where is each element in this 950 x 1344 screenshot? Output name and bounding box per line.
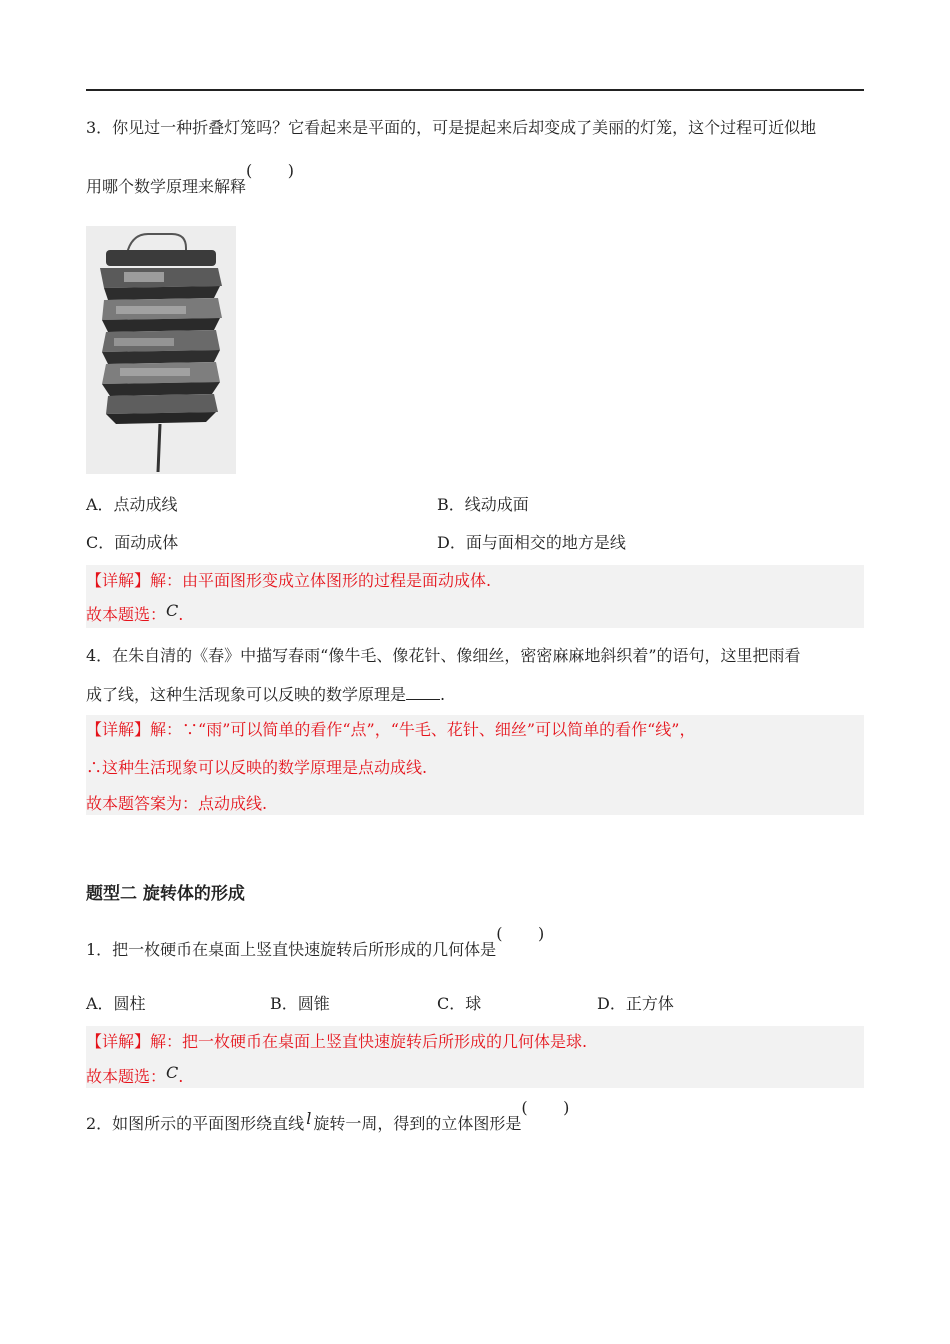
answer-parens: [246, 161, 295, 192]
q3-option-b: B．线动成面: [437, 495, 529, 514]
s2q1-option-c: C．球: [437, 994, 482, 1013]
s2q1-detail: [86, 1031, 587, 1053]
q3-detail: [86, 570, 491, 592]
paren-open: (: [246, 161, 253, 180]
q4-text: 成了线，这种生活现象可以反映的数学原理是: [86, 685, 407, 704]
answer-suffix: .: [178, 605, 184, 624]
detail-tag: 【详解】: [86, 1032, 151, 1051]
q3-solution-box: [86, 565, 864, 628]
answer-suffix: .: [178, 1067, 184, 1086]
detail-tag: 【详解】: [86, 720, 151, 739]
q4-text-end: .: [440, 685, 446, 704]
detail-text: 解：把一枚硬币在桌面上竖直快速旋转后所形成的几何体是球.: [150, 1032, 588, 1051]
q3-answer: [86, 601, 184, 626]
answer-letter: C: [166, 1063, 179, 1082]
q3-option-d: D．面与面相交的地方是线: [437, 533, 626, 552]
q4-text-line2: [86, 683, 445, 706]
answer-parens: [496, 924, 545, 955]
q3-text-line1: 3．你见过一种折叠灯笼吗？它看起来是平面的，可是提起来后却变成了美丽的灯笼，这个过程可近似地: [86, 118, 817, 137]
lantern-illustration: [86, 226, 236, 474]
paren-close: ): [563, 1098, 570, 1117]
s2q2-text-line: [86, 1098, 570, 1135]
s2q1-text-line: [86, 924, 545, 961]
s2q2-text: 2．如图所示的平面图形绕直线: [86, 1114, 305, 1133]
q3-text-line2: [86, 161, 295, 198]
answer-letter: C: [166, 601, 179, 620]
paren-close: ): [537, 924, 545, 943]
s2q2-text-end: 旋转一周，得到的立体图形是: [313, 1114, 522, 1133]
s2q1-answer: [86, 1063, 184, 1088]
q4-detail: [86, 719, 695, 741]
detail-text: 解：由平面图形变成立体图形的过程是面动成体.: [150, 571, 492, 590]
detail-tag: 【详解】: [86, 571, 151, 590]
q4-answer: 故本题答案为：点动成线.: [86, 794, 268, 813]
paren-open: (: [496, 924, 503, 943]
q3-option-a: A．点动成线: [86, 495, 178, 514]
s2q1-solution-box: [86, 1026, 864, 1088]
q4-solution-box: [86, 715, 864, 815]
paren-close: ): [287, 161, 295, 180]
answer-parens: [521, 1098, 570, 1129]
q4-detail-line2: ∴这种生活现象可以反映的数学原理是点动成线.: [86, 758, 428, 777]
folding-lantern-image: [86, 226, 236, 474]
answer-prefix: 故本题选：: [86, 605, 167, 624]
section-title: 题型二 旋转体的形成: [86, 884, 245, 904]
s2q1-option-a: A．圆柱: [86, 994, 146, 1013]
s2q1-option-d: D．正方体: [597, 994, 674, 1013]
header-rule: [86, 89, 864, 91]
answer-prefix: 故本题选：: [86, 1067, 167, 1086]
variable-l: l: [306, 1109, 312, 1128]
paren-open: (: [521, 1098, 528, 1117]
q4-text-line1: 4．在朱自清的《春》中描写春雨“像牛毛、像花针、像细丝，密密麻麻地斜织着”的语句，这里把雨看: [86, 646, 801, 665]
s2q1-text: 1．把一枚硬币在桌面上竖直快速旋转后所形成的几何体是: [86, 940, 497, 959]
s2q1-option-b: B．圆锥: [270, 994, 330, 1013]
q3-option-c: C．面动成体: [86, 533, 179, 552]
q3-text: 用哪个数学原理来解释: [86, 177, 247, 196]
fill-in-blank: [406, 683, 440, 700]
detail-text: 解：∵“雨”可以简单的看作“点”，“牛毛、花针、细丝”可以简单的看作“线”，: [150, 720, 696, 739]
